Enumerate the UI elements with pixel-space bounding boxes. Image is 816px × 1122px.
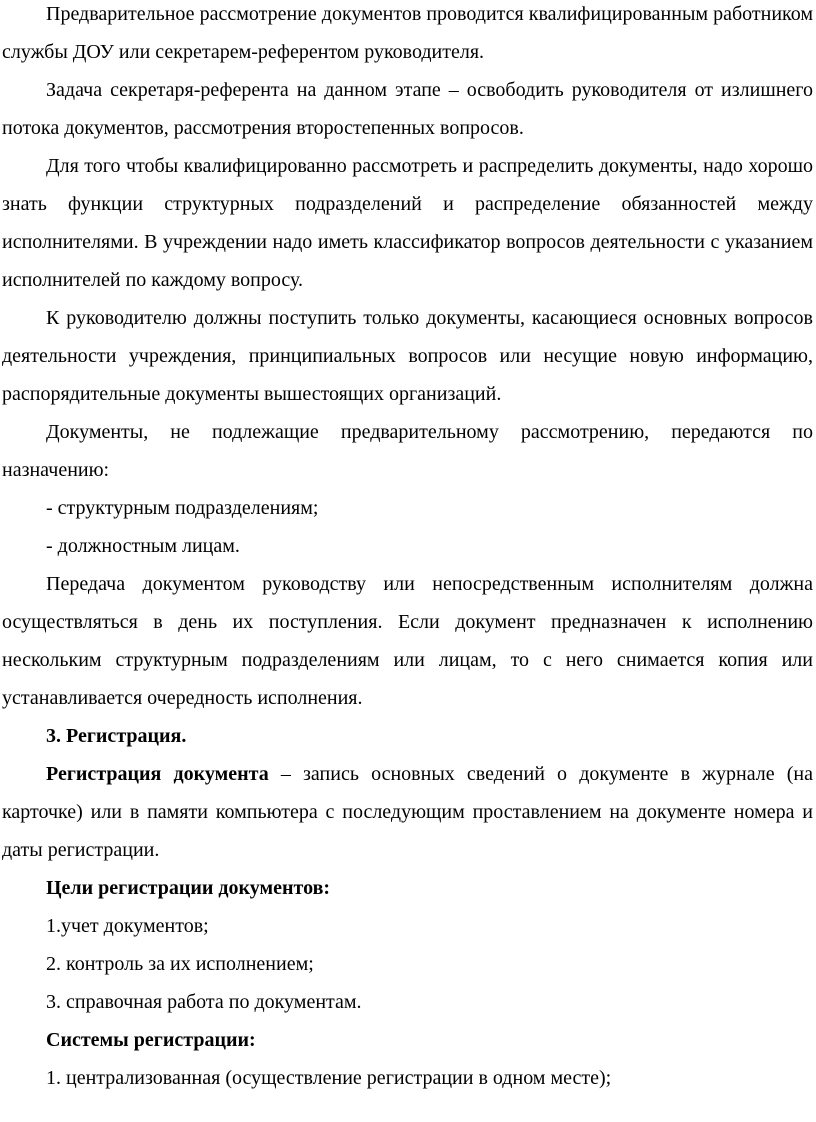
list-item: - структурным подразделениям; xyxy=(46,497,319,519)
section-heading-registration xyxy=(2,717,813,755)
paragraph-preliminary-review: Предварительное рассмотрение документов проводится квалифицированным работником службы ДОУ или секретарем-референтом руководителя. xyxy=(2,3,813,63)
list-item: 1.учет документов; xyxy=(46,915,209,937)
systems-heading xyxy=(2,1021,813,1059)
definition-text: – запись основных сведений о документе в журнале (на карточке) или в памяти компьютера с последующим проставлением на документе номера и даты регистрации. xyxy=(2,763,813,861)
goals-heading-text: Цели регистрации документов: xyxy=(46,877,331,899)
paragraph-qualified-review: Для того чтобы квалифицированно рассмотреть и распределить документы, надо хорошо знать функции структурных подразделений и распределение обязанностей между исполнителями. В учреждении надо иметь классификатор вопросов деятельности с указанием исполнителей по каждому вопросу. xyxy=(2,155,813,291)
definition-term: Регистрация документа xyxy=(46,763,269,785)
goals-heading xyxy=(2,869,813,907)
list-item: 2. контроль за их исполнением; xyxy=(46,953,314,975)
paragraph-transfer: Передача документом руководству или непосредственным исполнителям должна осуществляться в день их поступления. Если документ предназначен к исполнению нескольким структурным подразделениям или лицам, то с него снимается копия или устанавливается очередность исполнения. xyxy=(2,573,813,709)
paragraph-documents-to-head: К руководителю должны поступить только документы, касающиеся основных вопросов деятельности учреждения, принципиальных вопросов или несущие новую информацию, распорядительные документы вышестоящих организаций. xyxy=(2,307,813,405)
section-heading-text: 3. Регистрация. xyxy=(46,725,187,747)
systems-heading-text: Системы регистрации: xyxy=(46,1029,256,1051)
paragraph-registration-definition xyxy=(2,755,813,869)
list-item: - должностным лицам. xyxy=(46,535,240,557)
paragraph-not-subject-to-review: Документы, не подлежащие предварительному рассмотрению, передаются по назначению: xyxy=(2,421,813,481)
list-item: 3. справочная работа по документам. xyxy=(46,991,362,1013)
list-item: 1. централизованная (осуществление регистрации в одном месте); xyxy=(46,1067,612,1089)
paragraph-secretary-task: Задача секретаря-референта на данном этапе – освободить руководителя от излишнего потока документов, рассмотрения второстепенных вопросов. xyxy=(2,79,813,139)
